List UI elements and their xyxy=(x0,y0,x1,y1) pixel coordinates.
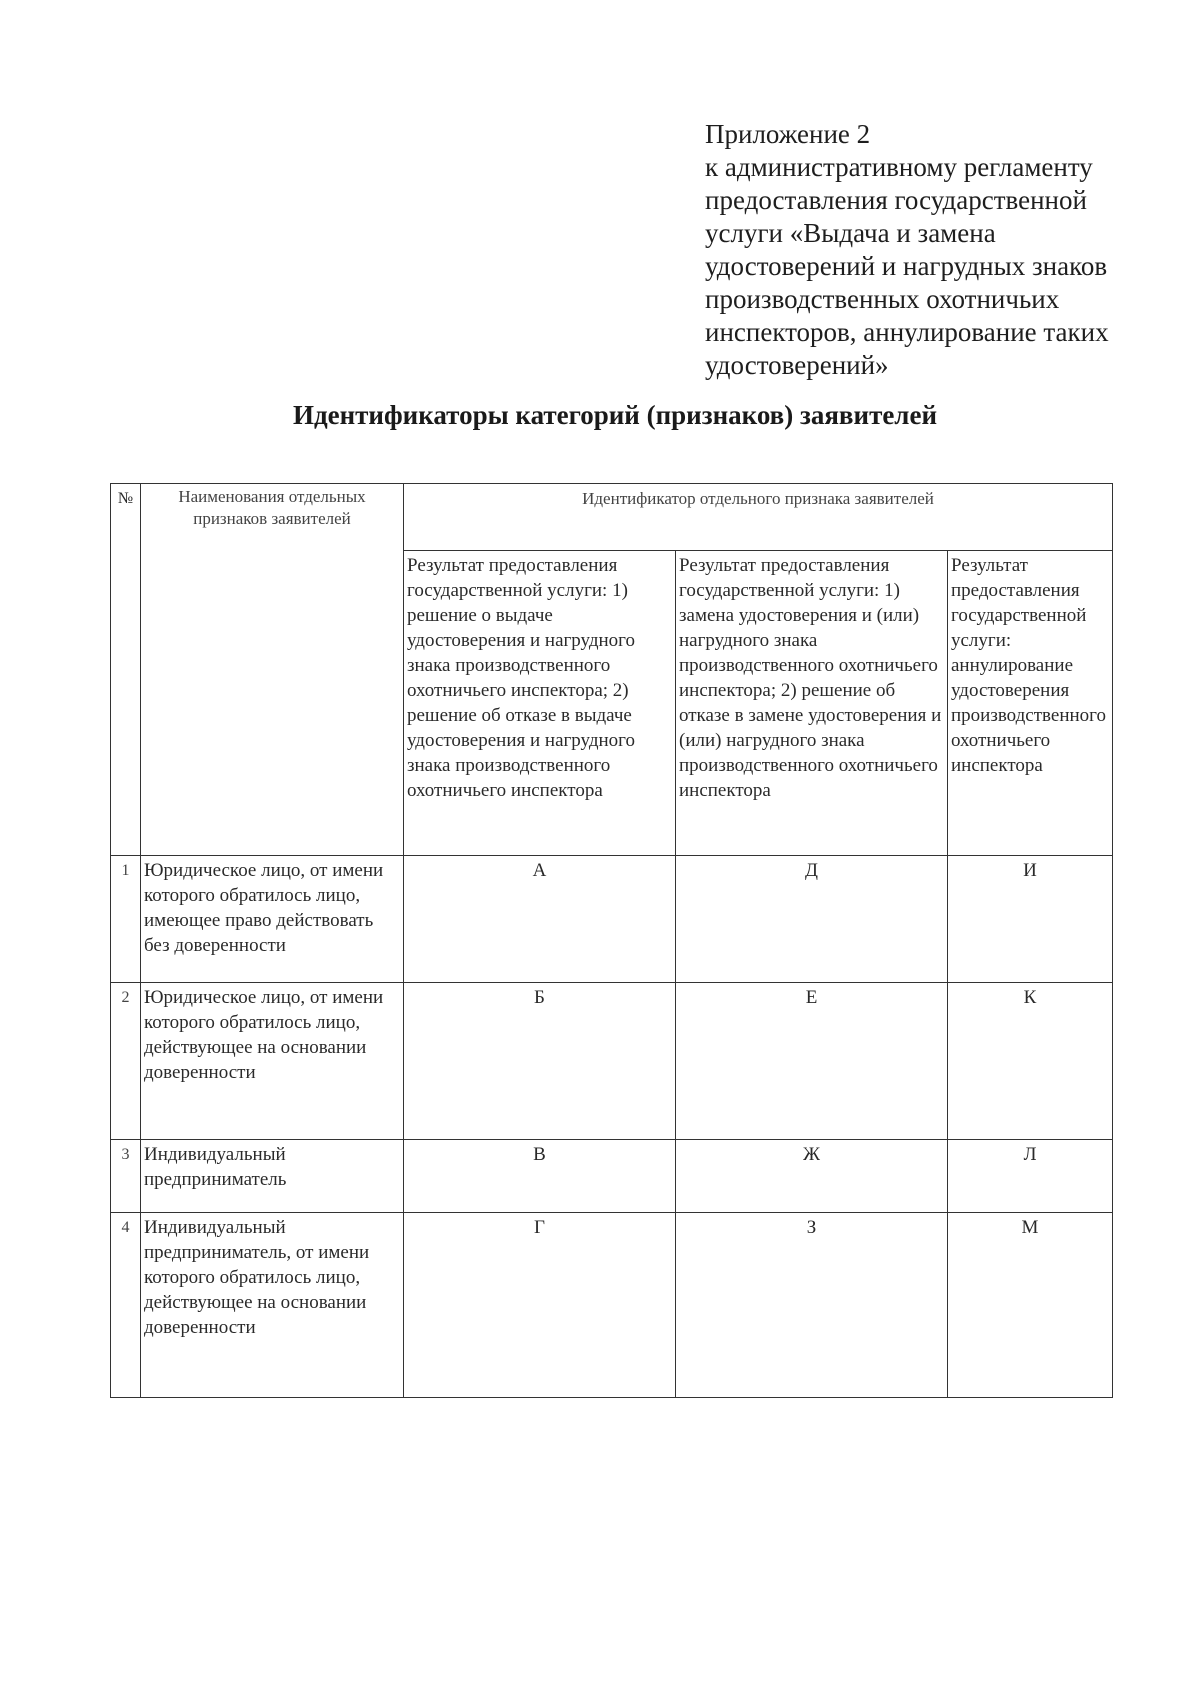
appendix-line: Приложение 2 xyxy=(705,119,871,149)
row-id: Д xyxy=(676,856,948,983)
appendix-line: производственных охотничьих xyxy=(705,284,1060,314)
table-header-row xyxy=(111,484,1113,551)
row-id: К xyxy=(948,983,1113,1140)
row-id: Б xyxy=(404,983,676,1140)
row-number: 4 xyxy=(111,1213,141,1398)
applicant-categories-table xyxy=(110,483,1113,1398)
appendix-line: предоставления государственной xyxy=(705,185,1087,215)
header-result-issue: Результат предоставления государственной услуги: 1) решение о выдаче удостоверения и нагрудного знака производственного охотничьего инспектора; 2) решение об отказе в выдаче удостоверения и нагрудного знака производственного охотничьего инспектора xyxy=(404,551,676,856)
header-identifier-group: Идентификатор отдельного признака заявителей xyxy=(404,484,1113,551)
row-name: Индивидуальный предприниматель, от имени которого обратилось лицо, действующее на основании доверенности xyxy=(141,1213,404,1398)
row-number: 1 xyxy=(111,856,141,983)
header-number: № xyxy=(111,484,141,856)
row-number: 2 xyxy=(111,983,141,1140)
appendix-line: удостоверений» xyxy=(705,350,889,380)
row-id: А xyxy=(404,856,676,983)
row-id: И xyxy=(948,856,1113,983)
header-name: Наименования отдельных признаков заявителей xyxy=(141,484,404,856)
appendix-note xyxy=(705,118,1145,382)
row-name: Индивидуальный предприниматель xyxy=(141,1140,404,1213)
row-name: Юридическое лицо, от имени которого обратилось лицо, имеющее право действовать без доверенности xyxy=(141,856,404,983)
row-id: Л xyxy=(948,1140,1113,1213)
appendix-line: инспекторов, аннулирование таких xyxy=(705,317,1109,347)
appendix-line: услуги «Выдача и замена xyxy=(705,218,996,248)
row-id: Е xyxy=(676,983,948,1140)
table-row xyxy=(111,856,1113,983)
appendix-line: к административному регламенту xyxy=(705,152,1093,182)
row-id: В xyxy=(404,1140,676,1213)
header-result-annul: Результат предоставления государственной услуги: аннулирование удостоверения производственного охотничьего инспектора xyxy=(948,551,1113,856)
appendix-line: удостоверений и нагрудных знаков xyxy=(705,251,1108,281)
table-row xyxy=(111,983,1113,1140)
table-row xyxy=(111,1213,1113,1398)
row-id: Г xyxy=(404,1213,676,1398)
row-name: Юридическое лицо, от имени которого обратилось лицо, действующее на основании доверенности xyxy=(141,983,404,1140)
document-title: Идентификаторы категорий (признаков) заявителей xyxy=(292,400,938,430)
header-result-replace: Результат предоставления государственной услуги: 1) замена удостоверения и (или) нагрудного знака производственного охотничьего инспектора; 2) решение об отказе в замене удостоверения и (или) нагрудного знака производственного охотничьего инспектора xyxy=(676,551,948,856)
row-id: З xyxy=(676,1213,948,1398)
row-number: 3 xyxy=(111,1140,141,1213)
row-id: Ж xyxy=(676,1140,948,1213)
row-id: М xyxy=(948,1213,1113,1398)
table-row xyxy=(111,1140,1113,1213)
